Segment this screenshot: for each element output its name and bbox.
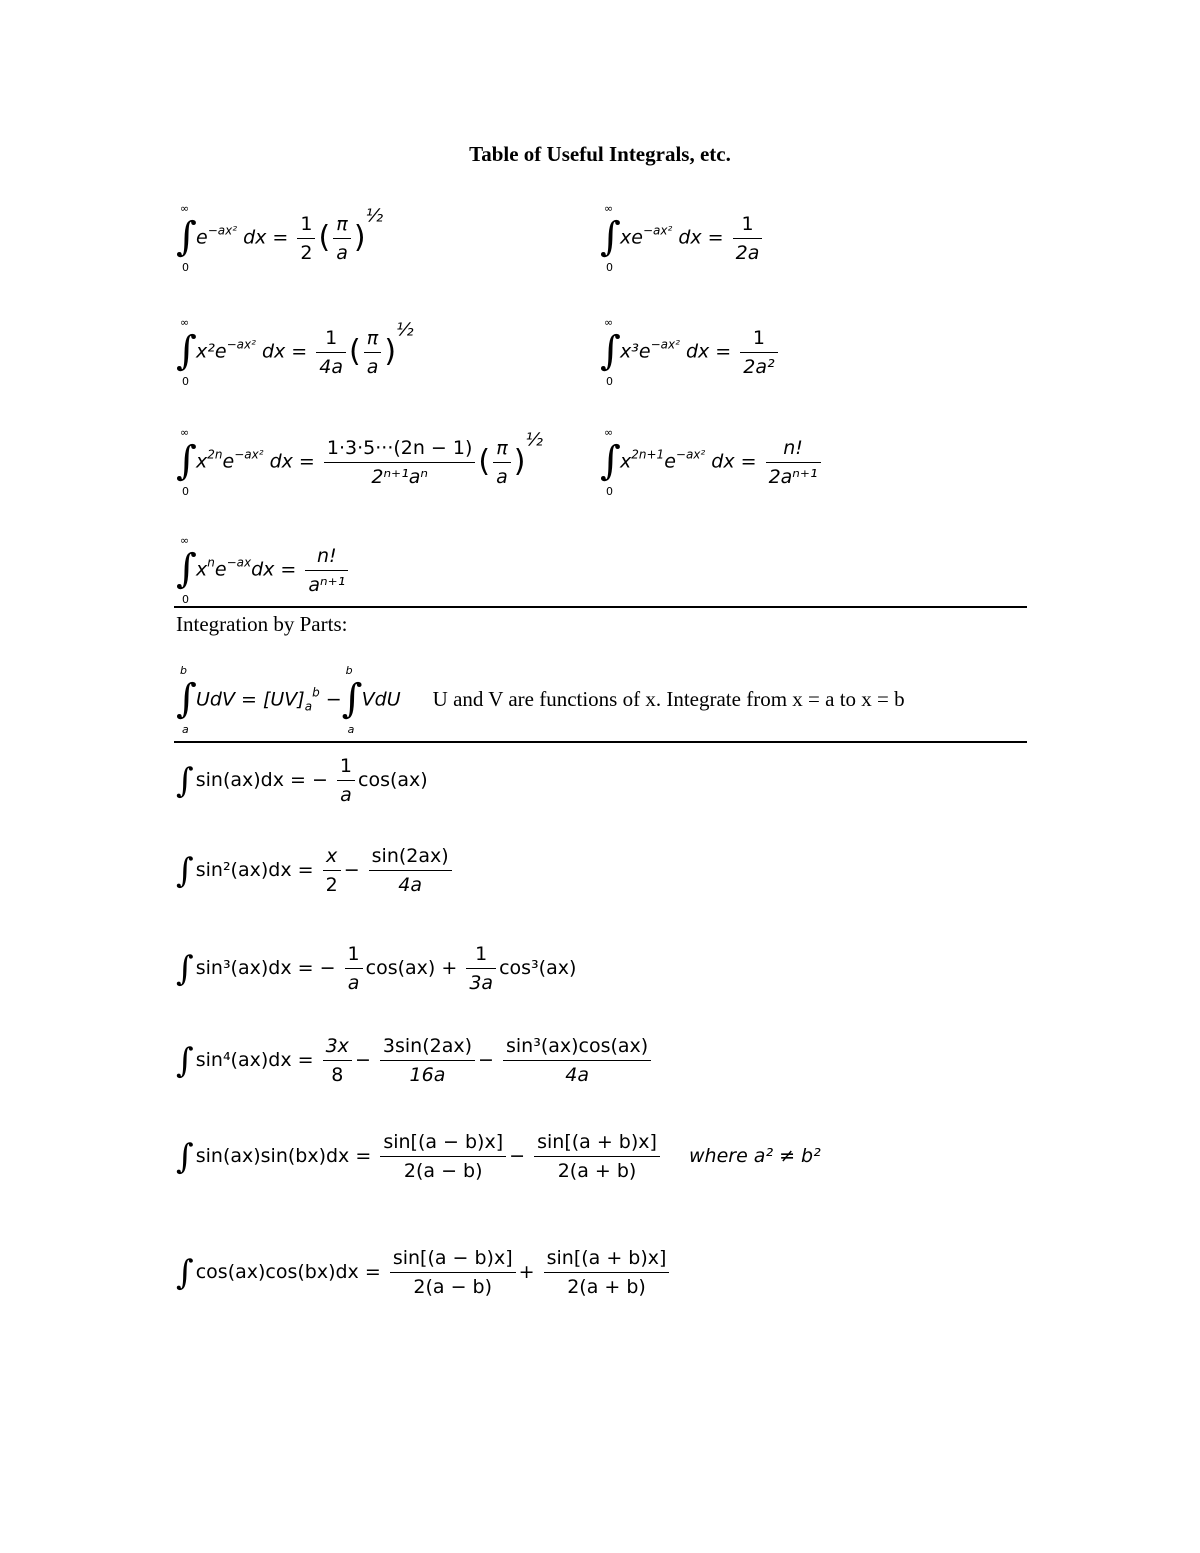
formula-gaussian: ∞ ∫ 0 $e^{-ax^2}$ dx = $\frac{1}{2}$ ( $\frac{\pi}{a}$ )$^{\frac{1}{2}}$ [176,202,384,274]
definite-integral-sign: ∞ ∫ 0 [600,316,621,388]
definite-integral-sign: ∞ ∫ 0 [600,426,621,498]
integral-sign: ∫ [176,850,194,891]
integral-sign: ∫ [176,948,194,989]
formula-sin: ∫ sin(ax)dx = − $\frac{1}{a}$ cos(ax) [176,752,428,809]
integral-sign: ∫ [176,1136,194,1177]
formula-sin-cubed: ∫ sin³(ax)dx = − $\frac{1}{a}$ cos(ax) + $\frac{1}{3a}$ cos³(ax) [176,940,576,997]
definite-integral-sign: b ∫ a [176,664,197,736]
definite-integral-sign: ∞ ∫ 0 [600,202,621,274]
integral-sign: ∫ [176,1040,194,1081]
definite-integral-sign: ∞ ∫ 0 [176,426,197,498]
parts-note: U and V are functions of x. Integrate from x = a to x = b [432,686,905,711]
integral-sign: ∫ [176,760,194,801]
section-divider [174,606,1027,608]
definite-integral-sign: ∞ ∫ 0 [176,202,197,274]
integral-sign: ∫ [176,1252,194,1293]
formula-x-gaussian: ∞ ∫ 0 $xe^{-ax^2}$ dx = $\frac{1}{2a}$ [600,208,765,268]
section-heading-parts: Integration by Parts: [176,612,348,636]
formula-cos-cos: ∫ cos(ax)cos(bx)dx = $\frac{\sin[(a - b)x]}{2(a - b)}$ + $\frac{\sin[(a + b)x]}{2(a + b)}$ [176,1244,672,1301]
definite-integral-sign: ∞ ∫ 0 [176,534,197,606]
formula-integration-by-parts: b ∫ a UdV = $[UV]_a^b$ − b ∫ a VdU U and V are functions of x. Integrate from x = a to x = b [176,664,905,736]
definite-integral-sign: ∞ ∫ 0 [176,316,197,388]
formula-sin-squared: ∫ sin²(ax)dx = $\frac{x}{2}$ − $\frac{\sin(2ax)}{4a}$ [176,842,455,899]
page-title: Table of Useful Integrals, etc. [469,142,731,166]
condition-note: where a² ≠ b² [688,1145,821,1167]
formula-sin-fourth: ∫ sin⁴(ax)dx = $\frac{3x}{8}$ − $\frac{3\sin(2ax)}{16a}$ − $\frac{\text{sin³(ax)cos(ax)}}{4a}$ [176,1032,654,1089]
formula-x2n1-gaussian: ∞ ∫ 0 $x^{2n+1}e^{-ax^2}$ dx = $\frac{n!}{\text{2aⁿ⁺¹}}$ [600,432,824,492]
formula-xn-exponential: ∞ ∫ 0 $x^ne^{-ax}dx$ = $\frac{n!}{\text{aⁿ⁺¹}}$ [176,540,351,600]
formula-x2-gaussian: ∞ ∫ 0 $x^2e^{-ax^2}$ dx = $\frac{1}{4a}$ ( $\frac{\pi}{a}$ )$^{\frac{1}{2}}$ [176,316,414,388]
formula-sin-sin: ∫ sin(ax)sin(bx)dx = $\frac{\sin[(a - b)x]}{2(a - b)}$ − $\frac{\sin[(a + b)x]}{2(a + b)}$ where a² ≠ b² [176,1128,821,1185]
formula-x2n-gaussian: ∞ ∫ 0 $x^{2n}e^{-ax^2}$ dx = $\frac{1\cdot 3\cdot 5\cdot\cdot\cdot(2n - 1)}{\text{2ⁿ⁺¹aⁿ}}$ ( $\frac{\pi}{a}$ )$^{\frac{1}{2}}$ [176,426,543,498]
formula-x3-gaussian: ∞ ∫ 0 $x^3e^{-ax^2}$ dx = $\frac{1}{\text{2a²}}$ [600,322,781,382]
definite-integral-sign: b ∫ a [341,664,363,736]
section-divider [174,741,1027,743]
